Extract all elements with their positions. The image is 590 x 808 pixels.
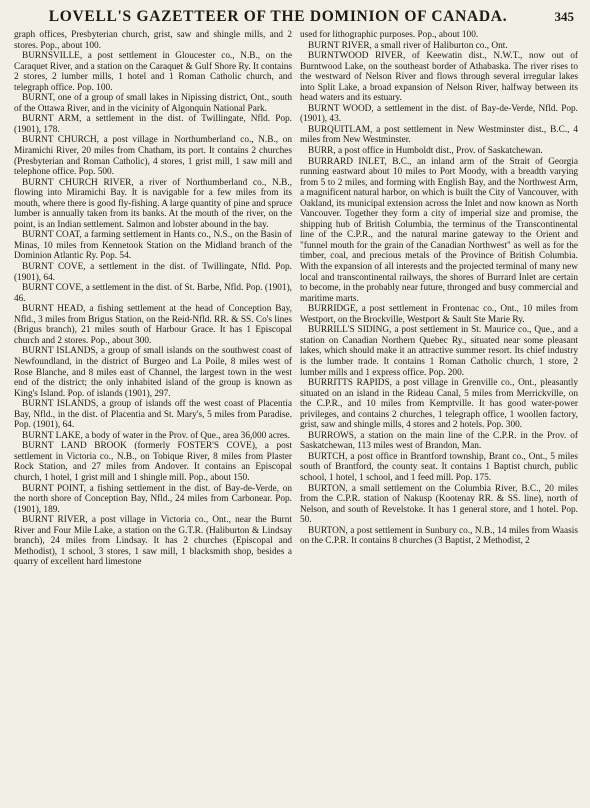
- gazetteer-entry: BURTON, a small settlement on the Columbia River, B.C., 20 miles from the C.P.R. station of Nakusp (Kootenay RR. & SS. line), north of Nelson, and south of Revelstoke. It has 1 general store, and 1 hotel. Pop. 50.: [300, 483, 578, 526]
- gazetteer-entry: BURNT LAND BROOK (formerly FOSTER'S COVE), a post settlement in Victoria co., N.B., on Tobique River, 8 miles from Plaster Rock Station, and 27 miles from Andover. It contains an Episcopal church, 1 hotel, 1 grist mill and 1 shingle mill. Pop., about 150.: [14, 441, 292, 483]
- gazetteer-entry: BURNT COAT, a farming settlement in Hants co., N.S., on the Basin of Minas, 10 miles from Kennetook Station on the Midland branch of the Dominion Atlantic Ry. Pop. 54.: [14, 230, 292, 262]
- page-number: 345: [554, 9, 574, 24]
- gazetteer-entry: BURNT COVE, a settlement in the dist. of Twillingate, Nfld. Pop. (1901), 64.: [14, 262, 292, 283]
- gazetteer-entry: BURNT WOOD, a settlement in the dist. of Bay-de-Verde, Nfld. Pop. (1901), 43.: [300, 103, 578, 125]
- gazetteer-entry: BURNT CHURCH, a post village in Northumberland co., N.B., on Miramichi River, 20 miles from Chatham, its port. It contains 2 churches (Presbyterian and Roman Catholic), 4 stores, 1 grist mill, 1 saw mill and telephone office. Pop. 500.: [14, 135, 292, 178]
- left-column: [14, 30, 292, 568]
- right-column: [300, 30, 578, 568]
- gazetteer-entry: BURR, a post office in Humboldt dist., Prov. of Saskatchewan.: [308, 146, 543, 157]
- text-columns: [14, 30, 578, 568]
- gazetteer-entry: BURNSVILLE, a post settlement in Gloucester co., N.B., on the Caraquet River, and a station on the Caraquet & Gulf Shore Ry. It contains 2 stores, 2 lumber mills, 1 hotel and 1 Roman Catholic church, and telegraph office. Pop. 100.: [14, 51, 292, 93]
- gazetteer-entry: BURTCH, a post office in Brantford township, Brant co., Ont., 5 miles south of Brantford, the county seat. It contains 1 Baptist church, public school, 1 hotel, 1 school, and 1 feed mill. Pop. 175.: [300, 451, 578, 483]
- gazetteer-entry: BURNT POINT, a fishing settlement in the dist. of Bay-de-Verde, on the north shore of Conception Bay, Nfld., 24 miles from Carbonear. Pop. (1901), 189.: [14, 483, 292, 515]
- gazetteer-entry: BURRILL'S SIDING, a post settlement in St. Maurice co., Que., and a station on Canadian Northern Quebec Ry., situated near some pleasant lakes, which should make it an attractive summer resort. Its chief industry is the lumber trade. It contains 1 Roman Catholic church, 1 store, 2 lumber mills and 1 express office. Pop. 200.: [300, 325, 578, 378]
- gazetteer-entry: BURNT RIVER, a small river of Haliburton co., Ont.: [308, 40, 508, 51]
- gazetteer-entry: BURNT RIVER, a post village in Victoria co., Ont., near the Burnt River and Four Mile Lake, a station on the G.T.R. (Haliburton & Lindsay branch), 24 miles from Lindsay. It has 2 churches (Episcopal and Methodist), 1 school, 3 stores, 1 saw mill, 1 blacksmith shop, besides a quarry of excellent hard limestone: [14, 515, 292, 568]
- gazetteer-entry: BURNT ISLANDS, a group of islands off the west coast of Placentia Bay, Nfld., in the dist. of Placentia and St. Mary's, 5 miles from Paradise. Pop. (1901), 64.: [14, 399, 292, 431]
- gazetteer-entry: BURNT CHURCH RIVER, a river of Northumberland co., N.B., flowing into Miramichi Bay. It is navigable for a few miles from its mouth, where there is good fly-fishing. A large quantity of pine and spruce lumber is annually taken from its banks. At the mouth of the river, on the point, is an Indian settlement. Salmon and lobster abound in the bay.: [14, 177, 292, 230]
- gazetteer-entry: BURNT ARM, a settlement in the dist. of Twillingate, Nfld. Pop. (1901), 178.: [14, 114, 292, 135]
- gazetteer-entry: BURNT COVE, a settlement in the dist. of St. Barbe, Nfld. Pop. (1901), 46.: [14, 283, 292, 304]
- gazetteer-entry: BURROWS, a station on the main line of the C.P.R. in the Prov. of Saskatchewan, 113 miles west of Brandon, Man.: [300, 430, 578, 452]
- gazetteer-entry: BURNT ISLANDS, a group of small islands on the southwest coast of Newfoundland, in the district of Burgeo and La Poile, 8 miles west of Rose Blanche, and 8 miles east of Channel, the largest town in the west end of the district; the only inhabited island of the group is known as King's Island. Pop. of islands (1901), 297.: [14, 346, 292, 399]
- gazetteer-entry: BURNT, one of a group of small lakes in Nipissing district, Ont., south of the Ottawa River, and in the vicinity of Algonquin National Park.: [14, 93, 292, 114]
- gazetteer-entry: BURRITTS RAPIDS, a post village in Grenville co., Ont., pleasantly situated on an island in the Rideau Canal, 5 miles from Merrickville, on the C.P.R., and 10 miles from Kemptville. It has good water-power privileges, and contains 2 churches, 1 telegraph office, 1 woollen factory, grist, saw and shingle mills, 4 stores and 2 hotels. Pop. 300.: [300, 378, 578, 431]
- gazetteer-entry: BURNT LAKE, a body of water in the Prov. of Que., area 36,000 acres.: [22, 430, 290, 441]
- gazetteer-entry: BURNTWOOD RIVER, of Keewatin dist., N.W.T., now out of Burntwood Lake, on the southeast border of Athabaska. The river rises to the westward of Nelson River and flows through several irregular lakes into Split Lake, a broad expansion of Nelson River, halfway between its head waters and its estuary.: [300, 51, 578, 104]
- gazetteer-entry: BURTON, a post settlement in Sunbury co., N.B., 14 miles from Waasis on the C.P.R. It contains 8 churches (3 Baptist, 2 Methodist, 2: [300, 525, 578, 547]
- gazetteer-entry: BURRIDGE, a post settlement in Frontenac co., Ont., 10 miles from Westport, on the Brockville, Westport & Sault Ste Marie Ry.: [300, 304, 578, 325]
- gazetteer-entry: BURNT HEAD, a fishing settlement at the head of Conception Bay, Nfld., 3 miles from Brigus Station, on the Reid-Nfld. RR. & SS. Co's lines (Brigus branch), 21 miles south of Harbour Grace. It has 1 Episcopal church and 2 stores. Pop., about 300.: [14, 304, 292, 346]
- page-header: [14, 4, 578, 26]
- continued-entry: graph offices, Presbyterian church, grist, saw and shingle mills, and 2 stores. Pop., about 100.: [14, 30, 292, 51]
- gazetteer-entry: BURRARD INLET, B.C., an inland arm of the Strait of Georgia running eastward about 10 miles to Port Moody, with a breadth varying from 5 to 2 miles, and forming with English Bay, and the Northwest Arm, a magnificent natural harbor, on which is built the City of Vancouver, with Oakland, its municipal extension across the Inlet and now known as North Vancouver. Together they form a city of imperial size and promise, the shipping hub of British Columbia, the terminus of the Transcontinental line of the C.P.R., and the natural marine gateway to the Orient and "funnel mouth for the grain of the Canadian Northwest" as well as for the timber, coal, and precious metals of the Province of British Columbia. With the expansion of all interests and the projected terminal of many new local and transcontinental railways, the shores of Burrard Inlet are certain to become, in the probably near future, thronged and busy commercial and maritime marts.: [300, 156, 578, 304]
- continued-entry: used for lithographic purposes. Pop., about 100.: [300, 30, 479, 40]
- running-title: LOVELL'S GAZETTEER OF THE DOMINION OF CANADA.: [48, 8, 508, 25]
- gazetteer-entry: BURQUITLAM, a post settlement in New Westminster dist., B.C., 4 miles from New Westminster.: [300, 124, 578, 146]
